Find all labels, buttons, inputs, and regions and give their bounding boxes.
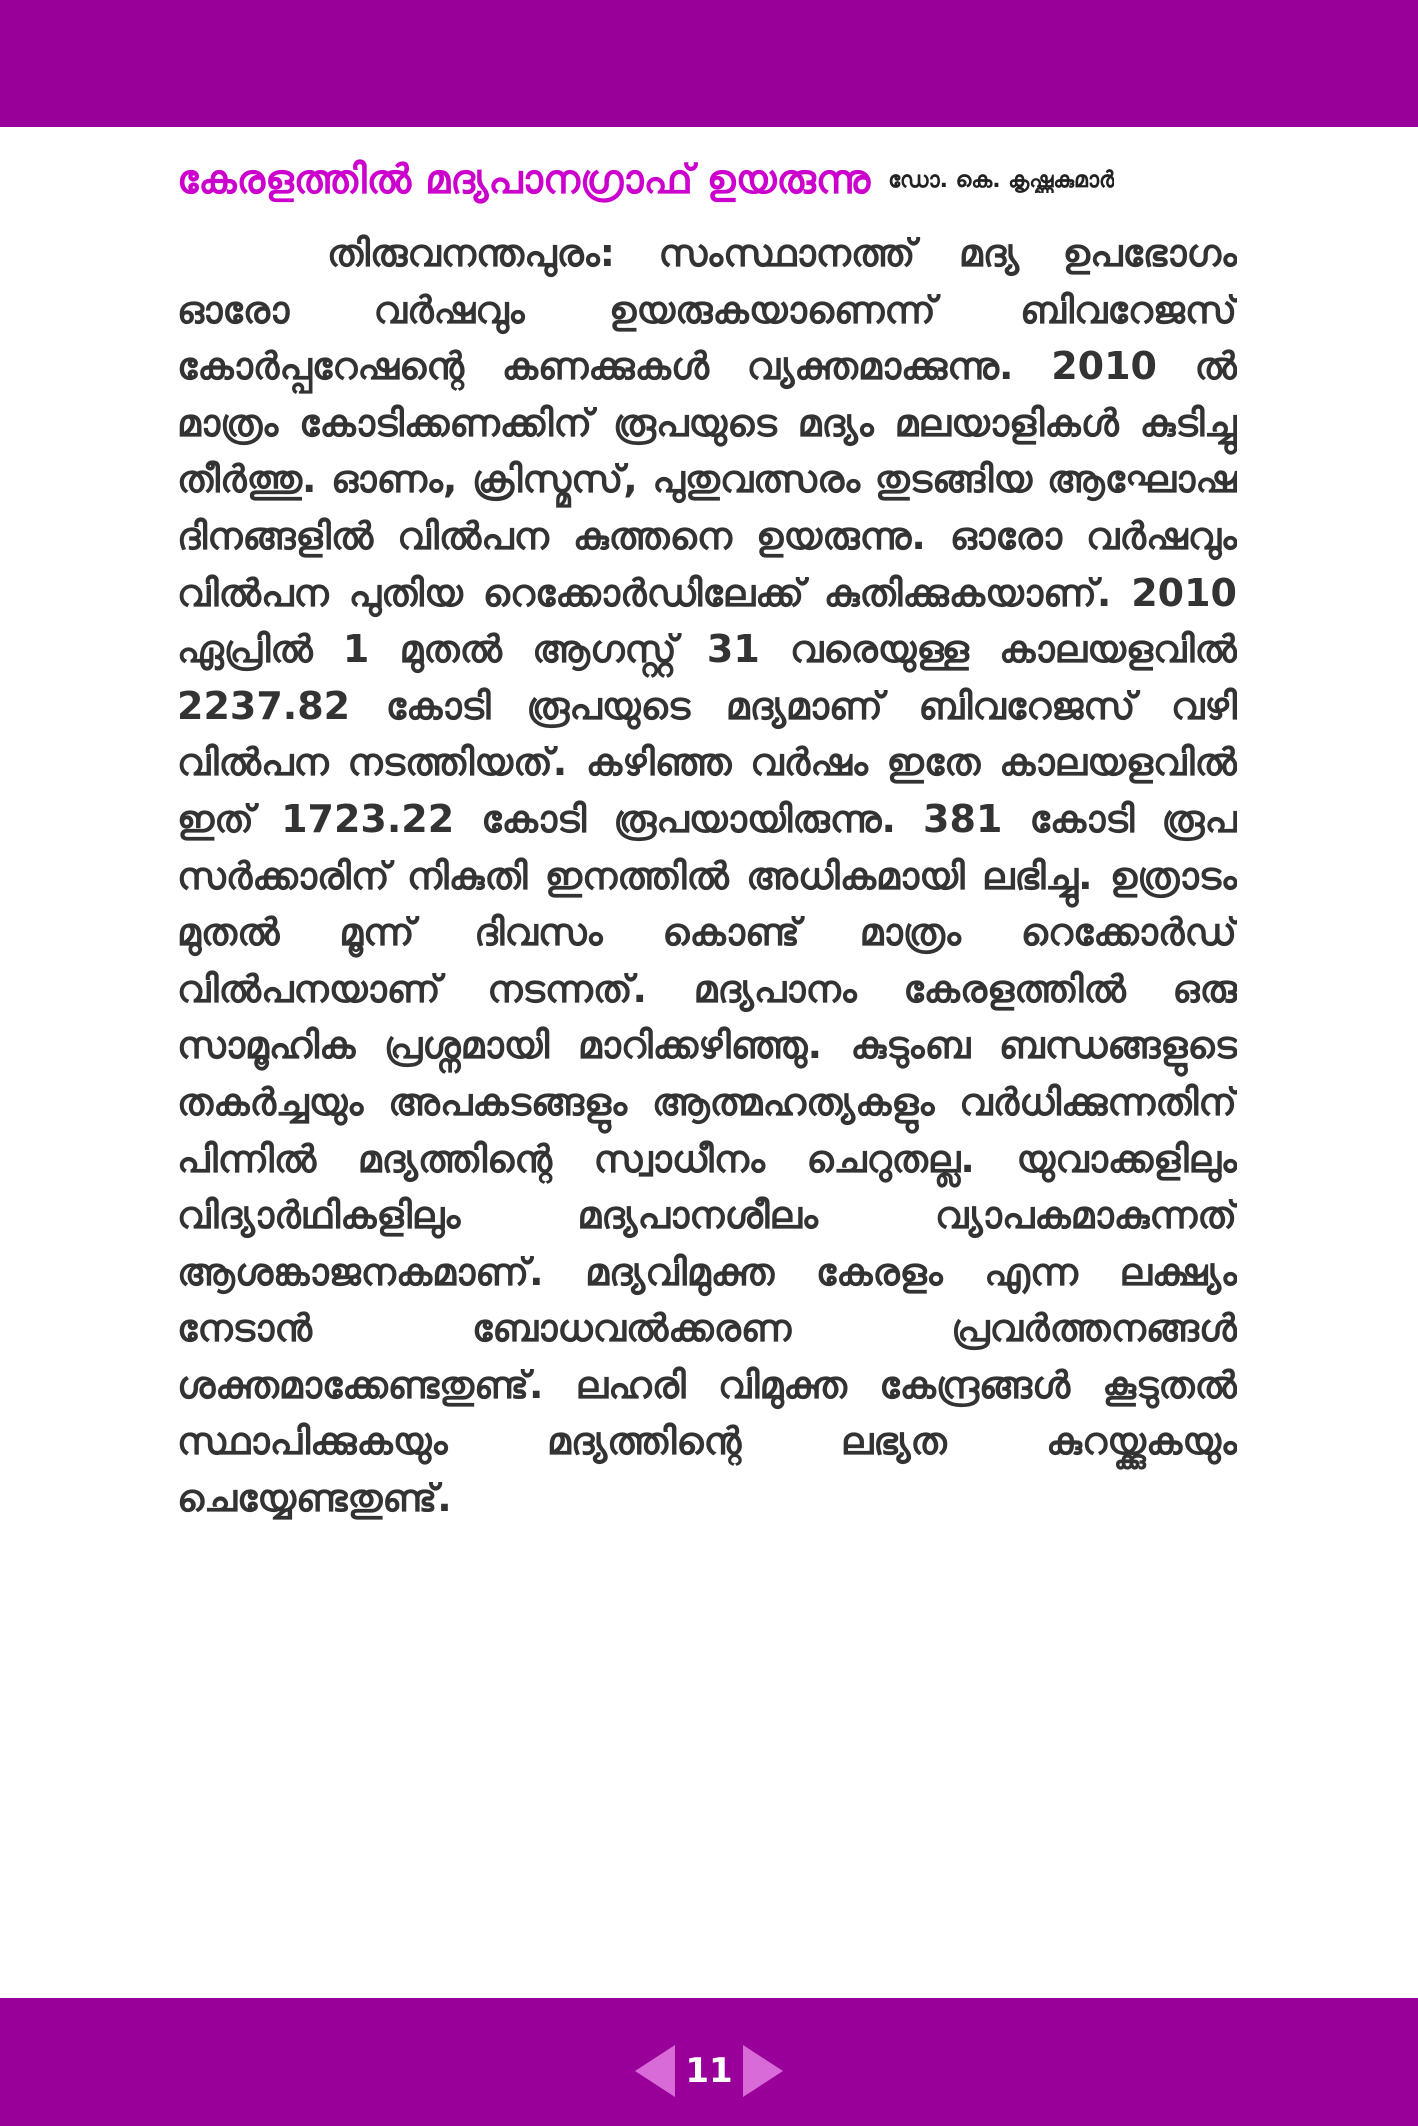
article-body	[177, 225, 1237, 1970]
page-navigator	[630, 2040, 788, 2102]
author-byline: ഡോ. കെ. കൃഷ്ണകുമാർ	[888, 167, 1115, 193]
headline-row	[177, 150, 1237, 210]
previous-page-arrow-icon[interactable]	[635, 2045, 675, 2097]
top-band	[0, 0, 1418, 127]
article-paragraph: തിരുവനന്തപുരം: സംസ്ഥാനത്ത് മദ്യ ഉപഭോഗം ഓരോ വർഷവും ഉയരുകയാണെന്ന് ബിവറേജസ് കോർപ്പറേഷന്റെ കണക്കുകൾ വ്യക്തമാക്കുന്നു. 2010 ൽ മാത്രം കോടിക്കണക്കിന് രൂപയുടെ മദ്യം മലയാളികൾ കുടിച്ചു തീർത്തു. ഓണം, ക്രിസ്മസ്, പുതുവത്സരം തുടങ്ങിയ ആഘോഷ ദിനങ്ങളിൽ വിൽപന കുത്തനെ ഉയരുന്നു. ഓരോ വർഷവും വിൽപന പുതിയ റെക്കോർഡിലേക്ക് കുതിക്കുകയാണ്. 2010 ഏപ്രിൽ 1 മുതൽ ആഗസ്റ്റ് 31 വരെയുള്ള കാലയളവിൽ 2237.82 കോടി രൂപയുടെ മദ്യമാണ് ബിവറേജസ് വഴി വിൽപന നടത്തിയത്. കഴിഞ്ഞ വർഷം ഇതേ കാലയളവിൽ ഇത് 1723.22 കോടി രൂപയായിരുന്നു. 381 കോടി രൂപ സർക്കാരിന് നികുതി ഇനത്തിൽ അധികമായി ലഭിച്ചു. ഉത്രാടം മുതൽ മൂന്ന് ദിവസം കൊണ്ട് മാത്രം റെക്കോർഡ് വിൽപനയാണ് നടന്നത്. മദ്യപാനം കേരളത്തിൽ ഒരു സാമൂഹിക പ്രശ്നമായി മാറിക്കഴിഞ്ഞു. കുടുംബ ബന്ധങ്ങളുടെ തകർച്ചയും അപകടങ്ങളും ആത്മഹത്യകളും വർധിക്കുന്നതിന് പിന്നിൽ മദ്യത്തിന്റെ സ്വാധീനം ചെറുതല്ല. യുവാക്കളിലും വിദ്യാർഥികളിലും മദ്യപാനശീലം വ്യാപകമാകുന്നത് ആശങ്കാജനകമാണ്. മദ്യവിമുക്ത കേരളം എന്ന ലക്ഷ്യം നേടാൻ ബോധവൽക്കരണ പ്രവർത്തനങ്ങൾ ശക്തമാക്കേണ്ടതുണ്ട്. ലഹരി വിമുക്ത കേന്ദ്രങ്ങൾ കൂടുതൽ സ്ഥാപിക്കുകയും മദ്യത്തിന്റെ ലഭ്യത കുറയ്ക്കുകയും ചെയ്യേണ്ടതുണ്ട്.	[177, 231, 1237, 1521]
page-title: കേരളത്തിൽ മദ്യപാനഗ്രാഫ് ഉയരുന്നു	[177, 157, 871, 203]
page-number: 11	[685, 2051, 733, 2091]
next-page-arrow-icon[interactable]	[743, 2045, 783, 2097]
